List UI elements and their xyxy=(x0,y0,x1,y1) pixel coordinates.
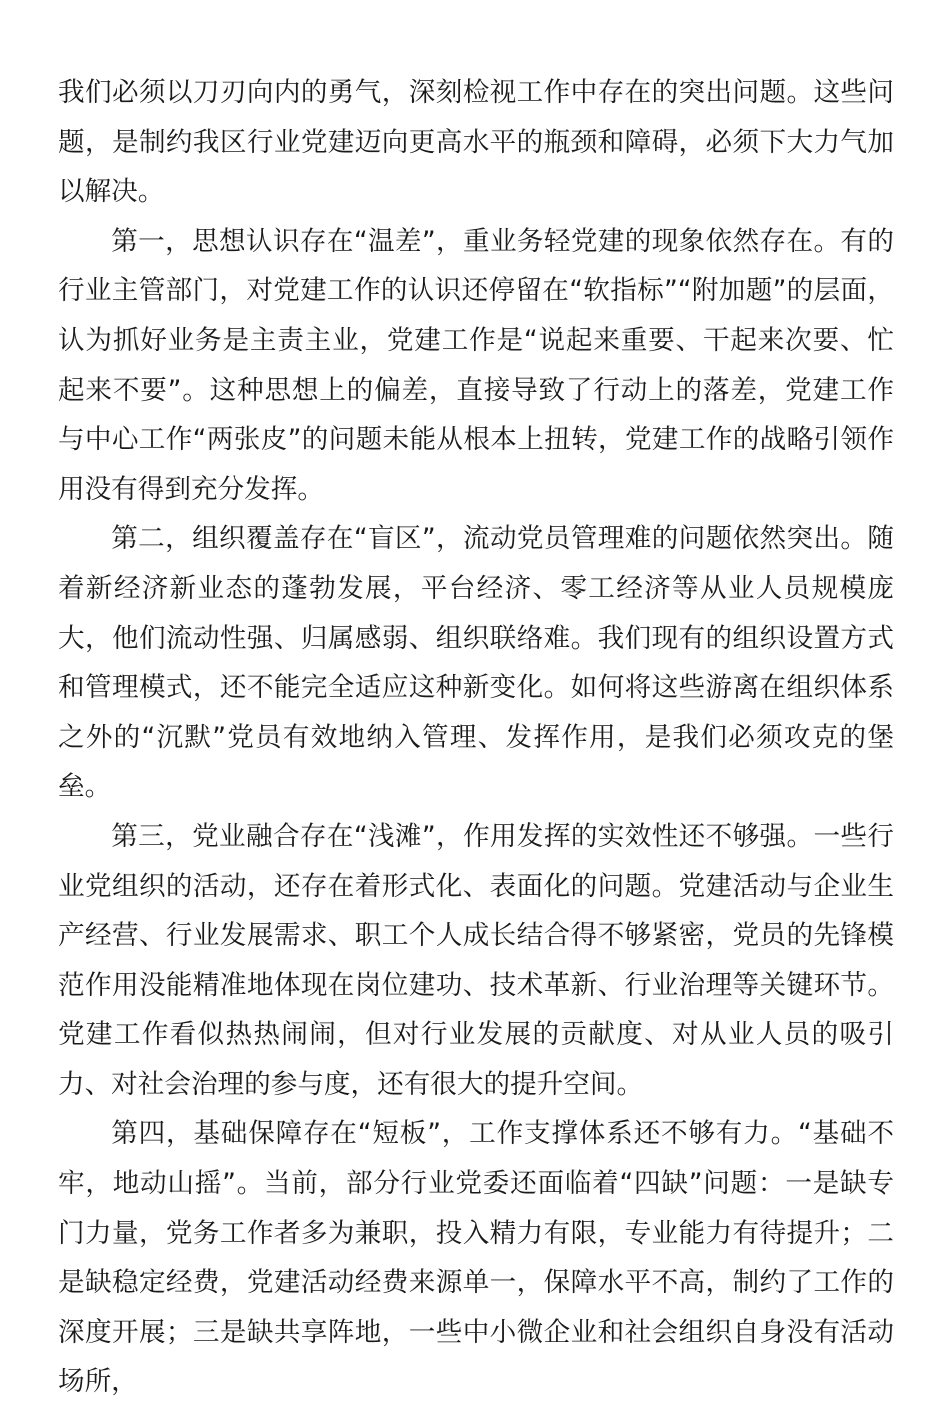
paragraph-integration-shallows: 第三，党业融合存在“浅滩”，作用发挥的实效性还不够强。一些行业党组织的活动，还存在着形式化、表面化的问题。党建活动与企业生产经营、行业发展需求、职工个人成长结合得不够紧密，党员的先锋模范作用没能精准地体现在岗位建功、技术革新、行业治理等关键环节。党建工作看似热热闹闹，但对行业发展的贡献度、对从业人员的吸引力、对社会治理的参与度，还有很大的提升空间。 xyxy=(58,820,894,1100)
paragraph-coverage-blindspot: 第二，组织覆盖存在“盲区”，流动党员管理难的问题依然突出。随着新经济新业态的蓬勃发展，平台经济、零工经济等从业人员规模庞大，他们流动性强、归属感弱、组织联络难。我们现有的组织设置方式和管理模式，还不能完全适应这种新变化。如何将这些游离在组织体系之外的“沉默”党员有效地纳入管理、发挥作用，是我们必须攻克的堡垒。 xyxy=(58,523,894,803)
paragraph-thinking-gap: 第一，思想认识存在“温差”，重业务轻党建的现象依然存在。有的行业主管部门，对党建工作的认识还停留在“软指标”“附加题”的层面，认为抓好业务是主责主业，党建工作是“说起来重要、干起来次要、忙起来不要”。这种思想上的偏差，直接导致了行动上的落差，党建工作与中心工作“两张皮”的问题未能从根本上扭转，党建工作的战略引领作用没有得到充分发挥。 xyxy=(58,225,894,505)
paragraph-intro: 我们必须以刀刃向内的勇气，深刻检视工作中存在的突出问题。这些问题，是制约我区行业党建迈向更高水平的瓶颈和障碍，必须下大力气加以解决。 xyxy=(58,77,894,208)
document-body xyxy=(58,68,894,1407)
paragraph-support-shortboard: 第四，基础保障存在“短板”，工作支撑体系还不够有力。“基础不牢，地动山摇”。当前，部分行业党委还面临着“四缺”问题：一是缺专门力量，党务工作者多为兼职，投入精力有限，专业能力有待提升；二是缺稳定经费，党建活动经费来源单一，保障水平不高，制约了工作的深度开展；三是缺共享阵地，一些中小微企业和社会组织自身没有活动场所， xyxy=(58,1118,894,1398)
